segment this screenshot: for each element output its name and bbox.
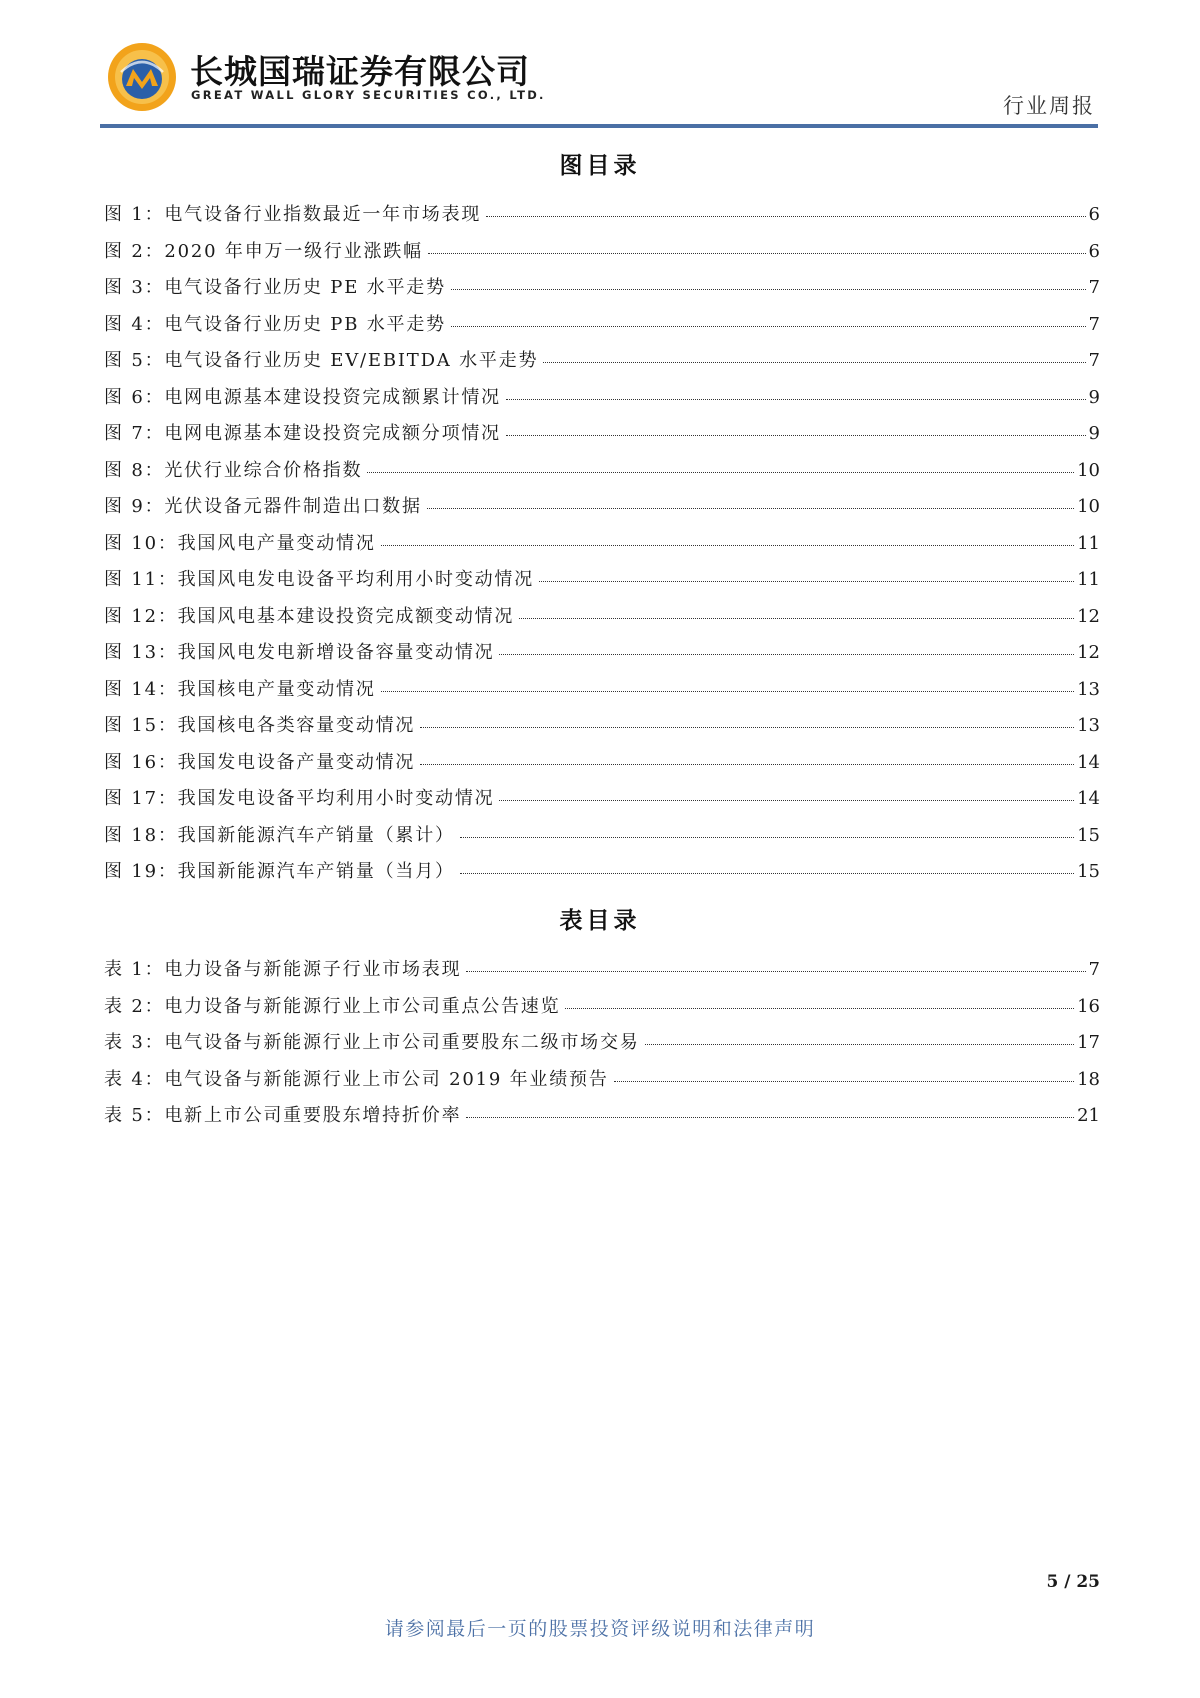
toc-entry-label[interactable]: 图 4：电气设备行业历史 PB 水平走势: [104, 313, 446, 335]
toc-entry-page[interactable]: 15: [1077, 861, 1100, 882]
figures-toc-title: 图目录: [559, 152, 641, 179]
toc-entry-label[interactable]: 图 6：电网电源基本建设投资完成额累计情况: [104, 386, 501, 408]
toc-entry-label[interactable]: 图 18：我国新能源汽车产销量（累计）: [104, 824, 455, 846]
toc-entry-label[interactable]: 图 9：光伏设备元器件制造出口数据: [104, 496, 422, 517]
toc-entry[interactable]: [104, 532, 1100, 572]
toc-entry-label[interactable]: 图 8：光伏行业综合价格指数: [104, 459, 363, 481]
toc-entry-label[interactable]: 图 5：电气设备行业历史 EV/EBITDA 水平走势: [104, 350, 539, 371]
toc-entry[interactable]: [104, 571, 1100, 608]
toc-entry[interactable]: [104, 1107, 1100, 1144]
toc-dot-leader: [543, 362, 1085, 363]
toc-entry[interactable]: [104, 644, 1100, 681]
toc-entry-page[interactable]: 9: [1088, 423, 1100, 444]
toc-entry[interactable]: [104, 678, 1100, 718]
tables-toc-title: 表目录: [559, 907, 641, 934]
toc-entry-page[interactable]: 6: [1088, 204, 1100, 225]
toc-entry[interactable]: [104, 824, 1100, 864]
toc-dot-leader: [614, 1081, 1074, 1082]
toc-entry[interactable]: [104, 425, 1100, 462]
company-name-en: GREAT WALL GLORY SECURITIES CO., LTD.: [191, 88, 546, 102]
header-divider: [100, 124, 1098, 128]
toc-entry[interactable]: [104, 240, 1100, 280]
toc-entry-label[interactable]: 表 1：电力设备与新能源子行业市场表现: [104, 959, 462, 980]
toc-dot-leader: [451, 326, 1086, 327]
toc-entry-page[interactable]: 17: [1077, 1032, 1100, 1053]
toc-entry-page[interactable]: 13: [1077, 715, 1100, 736]
figures-toc-list: [104, 206, 1100, 900]
page-header: [0, 0, 1200, 130]
toc-entry-page[interactable]: 10: [1077, 496, 1100, 517]
toc-entry-label[interactable]: 图 15：我国核电各类容量变动情况: [104, 715, 416, 736]
tables-toc-list: [104, 961, 1100, 1144]
toc-dot-leader: [499, 654, 1074, 655]
toc-entry-label[interactable]: 图 11：我国风电发电设备平均利用小时变动情况: [104, 569, 535, 590]
toc-entry-page[interactable]: 7: [1088, 959, 1100, 980]
toc-entry-page[interactable]: 9: [1088, 386, 1100, 408]
toc-entry-page[interactable]: 6: [1088, 240, 1100, 262]
toc-entry-page[interactable]: 11: [1077, 569, 1100, 590]
toc-entry-label[interactable]: 图 13：我国风电发电新增设备容量变动情况: [104, 642, 495, 663]
toc-dot-leader: [519, 618, 1074, 619]
toc-entry-page[interactable]: 18: [1077, 1068, 1100, 1090]
toc-dot-leader: [466, 1117, 1074, 1118]
toc-dot-leader: [539, 581, 1074, 582]
toc-entry[interactable]: [104, 459, 1100, 499]
toc-entry-page[interactable]: 7: [1088, 277, 1100, 298]
toc-entry-page[interactable]: 7: [1088, 313, 1100, 335]
toc-entry-label[interactable]: 图 1：电气设备行业指数最近一年市场表现: [104, 204, 482, 225]
toc-entry[interactable]: [104, 961, 1100, 998]
toc-dot-leader: [466, 971, 1085, 972]
toc-entry[interactable]: [104, 605, 1100, 645]
toc-entry[interactable]: [104, 206, 1100, 243]
toc-entry-page[interactable]: 11: [1077, 532, 1100, 554]
toc-entry-label[interactable]: 表 3：电气设备与新能源行业上市公司重要股东二级市场交易: [104, 1032, 640, 1053]
company-name-cn: 长城国瑞证券有限公司: [190, 52, 530, 91]
toc-dot-leader: [486, 216, 1085, 217]
toc-entry-page[interactable]: 15: [1077, 824, 1100, 846]
toc-entry-page[interactable]: 21: [1077, 1105, 1100, 1126]
toc-entry-page[interactable]: 13: [1077, 678, 1100, 700]
toc-entry-label[interactable]: 图 19：我国新能源汽车产销量（当月）: [104, 861, 455, 882]
toc-entry[interactable]: [104, 751, 1100, 791]
toc-dot-leader: [367, 472, 1074, 473]
page-number: 5 / 25: [1046, 1572, 1100, 1592]
toc-dot-leader: [428, 253, 1086, 254]
toc-entry[interactable]: [104, 863, 1100, 900]
footer-disclaimer: 请参阅最后一页的股票投资评级说明和法律声明: [384, 1618, 816, 1640]
toc-entry-label[interactable]: 图 16：我国发电设备产量变动情况: [104, 751, 416, 773]
toc-dot-leader: [427, 508, 1074, 509]
toc-entry-label[interactable]: 图 14：我国核电产量变动情况: [104, 678, 376, 700]
toc-entry-page[interactable]: 14: [1077, 788, 1100, 809]
toc-entry[interactable]: [104, 995, 1100, 1035]
toc-dot-leader: [420, 727, 1074, 728]
toc-entry-label[interactable]: 表 4：电气设备与新能源行业上市公司 2019 年业绩预告: [104, 1068, 609, 1090]
toc-entry[interactable]: [104, 1034, 1100, 1071]
toc-entry-label[interactable]: 图 7：电网电源基本建设投资完成额分项情况: [104, 423, 501, 444]
toc-entry-page[interactable]: 12: [1077, 642, 1100, 663]
toc-entry[interactable]: [104, 717, 1100, 754]
toc-entry[interactable]: [104, 498, 1100, 535]
toc-entry-page[interactable]: 12: [1077, 605, 1100, 627]
toc-entry-label[interactable]: 图 12：我国风电基本建设投资完成额变动情况: [104, 605, 515, 627]
company-logo-icon: [107, 42, 177, 112]
toc-dot-leader: [565, 1008, 1074, 1009]
toc-dot-leader: [645, 1044, 1075, 1045]
toc-entry[interactable]: [104, 1068, 1100, 1108]
toc-dot-leader: [460, 837, 1074, 838]
toc-entry-label[interactable]: 表 5：电新上市公司重要股东增持折价率: [104, 1105, 462, 1126]
toc-dot-leader: [451, 289, 1086, 290]
toc-entry-page[interactable]: 10: [1077, 459, 1100, 481]
toc-dot-leader: [506, 435, 1086, 436]
toc-dot-leader: [420, 764, 1074, 765]
toc-entry-label[interactable]: 表 2：电力设备与新能源行业上市公司重点公告速览: [104, 995, 561, 1017]
toc-entry[interactable]: [104, 352, 1100, 389]
toc-dot-leader: [499, 800, 1074, 801]
toc-dot-leader: [460, 873, 1074, 874]
toc-entry-label[interactable]: 图 17：我国发电设备平均利用小时变动情况: [104, 788, 495, 809]
toc-entry-label[interactable]: 图 2：2020 年申万一级行业涨跌幅: [104, 240, 423, 262]
toc-entry-page[interactable]: 16: [1077, 995, 1100, 1017]
toc-entry-label[interactable]: 图 10：我国风电产量变动情况: [104, 532, 376, 554]
toc-entry-label[interactable]: 图 3：电气设备行业历史 PE 水平走势: [104, 277, 446, 298]
toc-entry[interactable]: [104, 279, 1100, 316]
report-type-label: 行业周报: [1003, 94, 1095, 118]
toc-entry-page[interactable]: 14: [1077, 751, 1100, 773]
toc-dot-leader: [381, 691, 1074, 692]
toc-dot-leader: [381, 545, 1074, 546]
toc-entry[interactable]: [104, 313, 1100, 353]
toc-entry[interactable]: [104, 386, 1100, 426]
toc-dot-leader: [506, 399, 1086, 400]
toc-entry[interactable]: [104, 790, 1100, 827]
toc-entry-page[interactable]: 7: [1088, 350, 1100, 371]
